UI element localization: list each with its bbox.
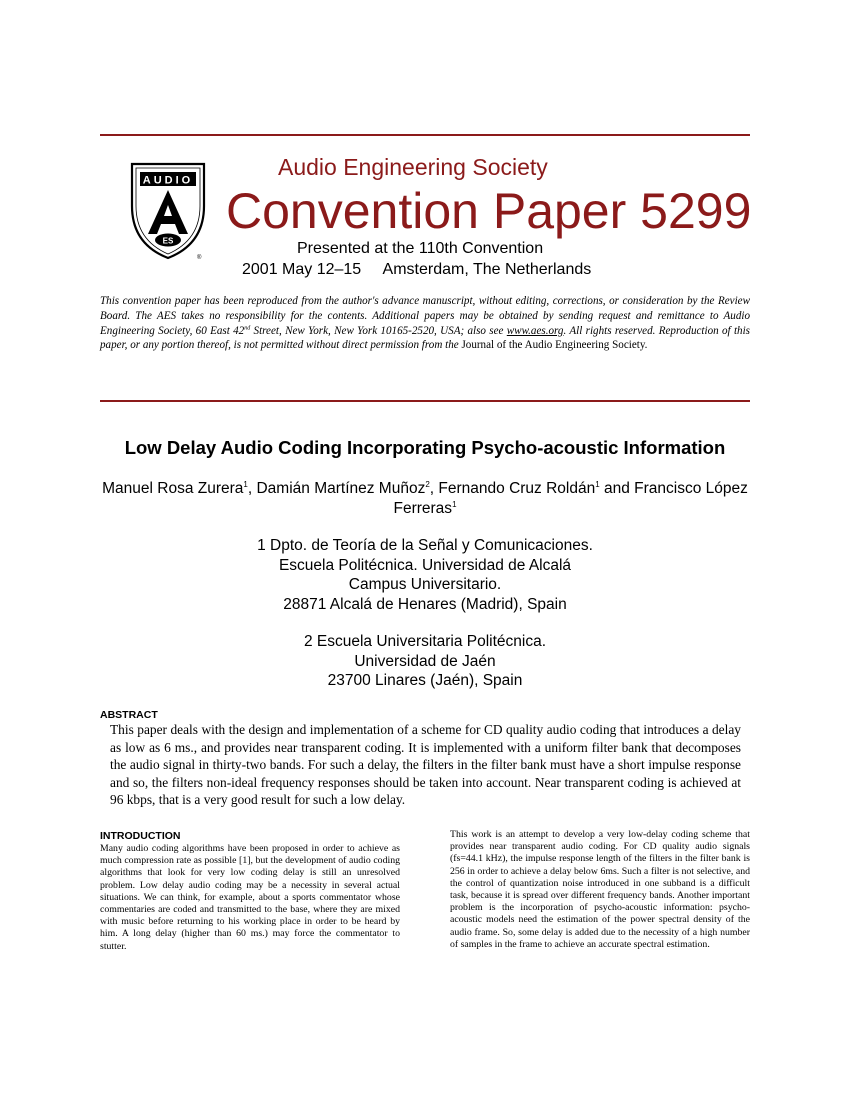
convention-date: 2001 May 12–15: [242, 261, 362, 278]
affiliation-line: 1 Dpto. de Teoría de la Señal y Comunicaciones.: [257, 537, 593, 554]
logo-bottom-text: ES: [162, 236, 174, 246]
affiliation-2: [100, 632, 750, 691]
logo-top-text: AUDIO: [142, 174, 194, 187]
top-divider: [100, 134, 750, 136]
author-affiliation-mark: 1: [595, 479, 600, 489]
affiliation-line: 23700 Linares (Jaén), Spain: [327, 672, 523, 689]
affiliation-line: Escuela Politécnica. Universidad de Alcalá: [278, 556, 572, 574]
affiliation-line: 28871 Alcalá de Henares (Madrid), Spain: [283, 595, 567, 613]
logo-registered-mark: ®: [197, 255, 202, 261]
author-separator: ,: [429, 480, 439, 497]
author-separator: and: [599, 480, 635, 497]
disclaimer: [100, 294, 750, 353]
convention-paper-title: Convention Paper 5299: [226, 183, 752, 239]
aes-logo-icon: [128, 160, 208, 262]
author-affiliation-mark: 2: [425, 479, 430, 489]
convention-location: Amsterdam, The Netherlands: [382, 261, 592, 278]
author-separator: ,: [247, 480, 257, 497]
abstract-heading: ABSTRACT: [100, 709, 158, 721]
author-name: Manuel Rosa Zurera: [102, 480, 244, 497]
middle-divider: [100, 400, 750, 402]
paper-title: Low Delay Audio Coding Incorporating Psycho-acoustic Information: [124, 437, 726, 458]
presented-line: Presented at the 110th Convention: [297, 240, 544, 257]
introduction-heading: INTRODUCTION: [100, 830, 181, 842]
disclaimer-journal: Journal of the Audio Engineering Society.: [461, 339, 648, 352]
introduction-right-column: This work is an attempt to develop a very low-delay coding scheme that provides near transparent audio coding. For CD quality audio signals (fs=44.1 kHz), the impulse response length of the filters in the filter bank is 256 in order to achieve a delay below 6ms. Such a filter is not selective, and the control of quantization noise introduced in one subband is a difficult task, because it is spread over different frequency bands. Another important problem is the incorporation of psycho-acoustic information: psycho-acoustic models need the estimation of the power spectral density of the audio frame. So, some delay is added due to the necessity of a high number of samples in the frame to achieve an accurate spectral estimation.: [450, 829, 750, 950]
author-affiliation-mark: 1: [452, 499, 457, 509]
affiliation-1: [100, 536, 750, 614]
introduction-left-column: Many audio coding algorithms have been proposed in order to achieve as much compression rate as possible [1], but the development of audio coding algorithms that look for very low coding delay is still an unresolved problem. Low delay audio coding may be a necessity in several actual situations. We can think, for example, about a sports commentator whose commentaries are coded and transmitted to the base, where they are mixed with music before returning to his working place in order to be heard by him. A long delay (higher than 60 ms.) may force the commentator to stutter.: [100, 843, 400, 952]
society-name: Audio Engineering Society: [278, 154, 548, 180]
aes-website-link[interactable]: www.aes.org: [506, 324, 564, 337]
author-name: Fernando Cruz Roldán: [438, 480, 596, 497]
disclaimer-part3: . All rights reserved. Reproduction of this paper, or any portion thereof, is not permitted without direct permission from the: [100, 324, 750, 352]
disclaimer-superscript: nd: [244, 324, 251, 331]
affiliation-line: Campus Universitario.: [348, 576, 502, 593]
affiliation-line: Universidad de Jaén: [354, 652, 496, 670]
author-list: [100, 479, 750, 519]
author-name: Francisco López Ferreras: [393, 480, 748, 517]
disclaimer-part2: Street, New York, New York 10165-2520, USA; also see: [250, 324, 507, 337]
author-affiliation-mark: 1: [243, 479, 248, 489]
abstract-text: This paper deals with the design and implementation of a scheme for CD quality audio coding that introduces a delay as low as 6 ms., and provides near transparent coding. It is implemented with a uniform filter bank that decomposes the audio signal in thirty-two bands. For such a delay, the filters in the filter bank must have a short impulse response and so, the filters non-ideal frequency responses should be taken into account. Near transparent coding is achieved at 96 kbps, that is a very good result for such a low delay.: [110, 722, 741, 808]
affiliation-line: 2 Escuela Universitaria Politécnica.: [303, 633, 547, 650]
author-name: Damián Martínez Muñoz: [256, 480, 426, 497]
disclaimer-part1: This convention paper has been reproduced from the author's advance manuscript, without editing, corrections, or consideration by the Review Board. The AES takes no responsibility for the contents. Additional papers may be obtained by sending request and remittance to Audio Engineering Society, 60 East 42: [100, 295, 750, 337]
date-location-line: [242, 261, 591, 279]
